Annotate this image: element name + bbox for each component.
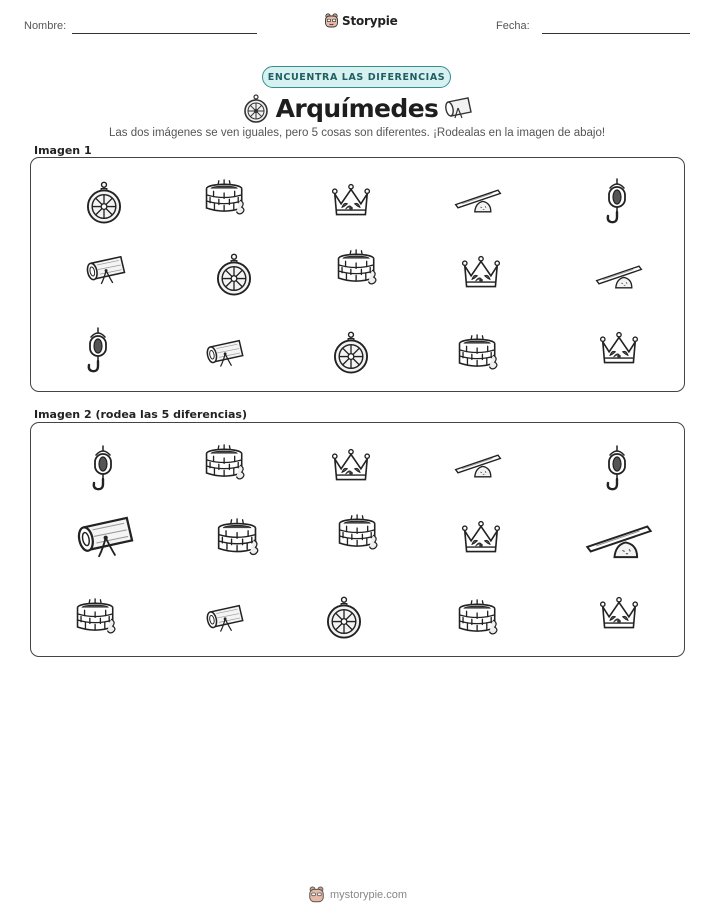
- scroll-icon[interactable]: [84, 254, 130, 286]
- image1-panel[interactable]: [30, 157, 685, 392]
- lever-icon[interactable]: [454, 187, 502, 213]
- title-compass-icon: [242, 94, 270, 129]
- compass-icon[interactable]: [325, 596, 363, 639]
- lever-icon[interactable]: [595, 263, 643, 289]
- storypie-mascot-icon: [324, 13, 339, 29]
- crown-icon[interactable]: [461, 521, 501, 557]
- activity-badge: ENCUENTRA LAS DIFERENCIAS: [262, 66, 451, 88]
- pulley-hook-icon[interactable]: [605, 179, 629, 225]
- footer-url[interactable]: mystorypie.com: [330, 889, 408, 901]
- scroll-icon[interactable]: [204, 338, 248, 369]
- image2-panel[interactable]: [30, 422, 685, 657]
- crown-icon[interactable]: [331, 184, 371, 220]
- crown-icon[interactable]: [331, 449, 371, 485]
- date-label: Fecha:: [496, 20, 530, 32]
- image1-label: Imagen 1: [34, 144, 92, 157]
- well-icon[interactable]: [215, 518, 261, 558]
- pulley-hook-icon[interactable]: [605, 446, 629, 492]
- lever-icon[interactable]: [585, 522, 653, 559]
- name-line[interactable]: [72, 33, 257, 34]
- well-icon[interactable]: [74, 598, 118, 636]
- instructions-text: Las dos imágenes se ven iguales, pero 5 cosas son diferentes. ¡Rodealas en la imagen de abajo!: [108, 127, 606, 139]
- compass-icon[interactable]: [215, 253, 253, 296]
- scroll-icon[interactable]: [74, 514, 140, 560]
- date-line[interactable]: [542, 33, 690, 34]
- pulley-hook-icon[interactable]: [86, 328, 110, 374]
- crown-icon[interactable]: [599, 332, 639, 368]
- page-title: Arquímedes: [275, 94, 439, 123]
- well-icon[interactable]: [336, 514, 380, 552]
- crown-icon[interactable]: [461, 256, 501, 292]
- compass-icon[interactable]: [85, 181, 123, 224]
- brand-name: Storypie: [342, 14, 398, 28]
- image2-label: Imagen 2 (rodea las 5 diferencias): [34, 408, 248, 421]
- footer: [308, 886, 407, 904]
- well-icon[interactable]: [335, 249, 379, 287]
- crown-icon[interactable]: [599, 597, 639, 633]
- brand-logo: [324, 13, 398, 29]
- well-icon[interactable]: [203, 444, 247, 482]
- title-scroll-icon: [444, 96, 476, 125]
- name-label: Nombre:: [24, 20, 67, 32]
- pulley-hook-icon[interactable]: [91, 446, 115, 492]
- well-icon[interactable]: [203, 179, 247, 217]
- storypie-mascot-icon: [308, 886, 325, 904]
- scroll-icon[interactable]: [204, 603, 248, 634]
- well-icon[interactable]: [456, 599, 500, 637]
- lever-icon[interactable]: [454, 452, 502, 478]
- well-icon[interactable]: [456, 334, 500, 372]
- compass-icon[interactable]: [332, 331, 370, 374]
